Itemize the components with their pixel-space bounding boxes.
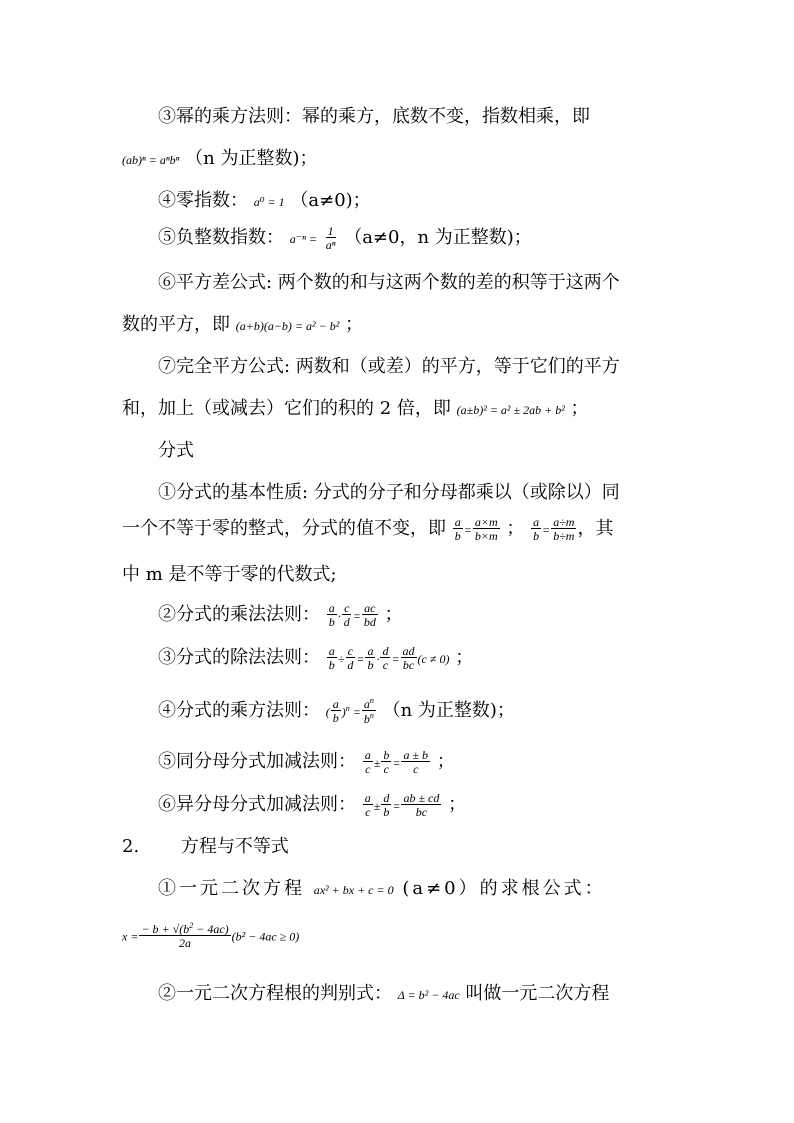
different-denominator-line: ⑥异分母分式加减法则： $\frac{a}{c}$ ± $\frac{d}{b}$ = $\frac{ab \pm cd}{bc}$ ；	[158, 791, 467, 819]
fraction-a-over-b: $\frac{a}{b}$	[454, 515, 461, 543]
difference-of-squares-formula: (a+b)(a−b) = a² − b²	[235, 319, 340, 333]
zero-exponent-label: ④零指数：	[158, 190, 248, 211]
punct: ；	[436, 751, 455, 772]
fraction-power-note: （n 为正整数)；	[382, 700, 515, 721]
section-2-heading	[122, 838, 794, 856]
fraction-divide-label: ③分式的除法法则：	[158, 647, 320, 668]
punct: ；	[448, 794, 467, 815]
fraction-property-end-line	[122, 566, 794, 584]
negative-exponent-label: ⑤负整数指数：	[158, 227, 284, 248]
discriminant-label: ②一元二次方程根的判别式：	[158, 983, 392, 1004]
punct: ；	[506, 518, 525, 539]
fraction-denominator: aⁿ	[325, 238, 336, 252]
negative-exponent-lhs: a⁻ⁿ =	[289, 232, 317, 246]
quadratic-equation-line	[158, 880, 794, 898]
fraction-property-text: ①分式的基本性质: 分式的分子和分母都乘以（或除以）同	[158, 482, 620, 503]
punct: ；	[384, 604, 403, 625]
fraction-am-over-bm: $\frac{a\times m}{b\times m}$	[474, 515, 498, 543]
zero-exponent-note: （a≠0)；	[290, 190, 371, 211]
difference-of-squares-line	[158, 274, 672, 292]
quadratic-formula: ax² + bx + c = 0	[313, 883, 394, 897]
difference-of-squares-formula-line	[122, 316, 794, 334]
punct: ；	[345, 314, 364, 335]
punct: ；	[455, 647, 474, 668]
zero-exponent-formula: a⁰ = 1	[253, 195, 285, 209]
negative-exponent-fraction	[324, 225, 338, 251]
negative-exponent-note: （a≠0，n 为正整数)；	[344, 227, 532, 248]
fraction-property-tail: ，其	[577, 518, 614, 539]
zero-exponent-line	[158, 192, 794, 210]
power-rule-formula-line	[122, 150, 794, 168]
same-denominator-line: ⑤同分母分式加减法则： $\frac{a}{c}$ ± $\frac{b}{c}$ = $\frac{a \pm b}{c}$ ；	[158, 748, 455, 776]
fraction-multiply-line: ②分式的乘法法则： $\frac{a}{b}$ · $\frac{c}{d}$ = $\frac{ac}{bd}$ ；	[158, 601, 403, 629]
fraction-power-line: ④分式的乘方法则： ( $\frac{a}{b}$ )$^n$ = $\frac{a^n}{b^n}$ （n 为正整数)；	[158, 696, 515, 726]
perfect-square-formula-line	[122, 400, 794, 418]
discriminant-line	[158, 985, 794, 1003]
discriminant-formula: Δ = b² − 4ac	[397, 988, 460, 1002]
perfect-square-lead: 和，加上（或减去）它们的积的 2 倍，即	[122, 398, 451, 419]
power-rule-note: （n 为正整数)；	[185, 148, 318, 169]
quadratic-note: (a≠0）的求根公式：	[402, 878, 606, 899]
root-formula-fraction: $\frac{- b + √(b^2 - 4ac)}{2a}$	[141, 921, 229, 950]
discriminant-note: 叫做一元二次方程	[465, 983, 610, 1004]
root-formula-line: x = $\frac{- b + √(b^2 - 4ac)}{2a}$ (b² − 4ac ≥ 0)	[122, 921, 300, 950]
perfect-square-line	[158, 358, 794, 376]
quadratic-label: ①一元二次方程	[158, 878, 305, 899]
fraction-property-end: 中 m 是不等于零的代数式;	[122, 564, 337, 585]
same-denominator-label: ⑤同分母分式加减法则：	[158, 751, 356, 772]
fraction-property-lead: 一个不等于零的整式，分式的值不变，即	[122, 518, 446, 539]
fraction-a-over-b-2: $\frac{a}{b}$	[533, 515, 540, 543]
punct: ；	[570, 398, 589, 419]
section-title: 方程与不等式	[180, 836, 289, 857]
fraction-property-line	[158, 484, 794, 502]
power-rule-line	[158, 108, 794, 126]
fraction-a-div-m-over-b-div-m: $\frac{a\div m}{b\div m}$	[553, 515, 575, 543]
root-formula-condition: (b² − 4ac ≥ 0)	[231, 929, 300, 944]
different-denominator-label: ⑥异分母分式加减法则：	[158, 794, 356, 815]
fraction-property-formula-line: 一个不等于零的整式，分式的值不变，即 $\frac{a}{b}$ = $\frac{a\times m}{b\times m}$ ； $\frac{a}{b}$ = $\frac{a\div m}{b\div m}$ ，其	[122, 515, 614, 543]
power-product-formula: (ab)ⁿ = aⁿbⁿ	[122, 153, 180, 167]
section-number: 2.	[122, 836, 140, 857]
difference-of-squares-text: ⑥平方差公式: 两个数的和与这两个数的差的积等于这两个	[158, 272, 620, 293]
negative-exponent-line	[158, 225, 794, 251]
section-title: 分式	[158, 440, 194, 461]
fraction-divide-line: ③分式的除法法则： $\frac{a}{b}$ ÷ $\frac{c}{d}$ = $\frac{a}{b}$ · $\frac{d}{c}$ = $\frac{ad}{bc}$ (c ≠ 0) ；	[158, 644, 474, 672]
perfect-square-text: ⑦完全平方公式: 两数和（或差）的平方，等于它们的平方	[158, 356, 620, 377]
section-fractions-heading	[158, 442, 794, 460]
fraction-numerator: 1	[327, 224, 334, 238]
perfect-square-formula: (a±b)² = a² ± 2ab + b²	[456, 403, 565, 417]
difference-of-squares-lead: 数的平方，即	[122, 314, 230, 335]
fraction-multiply-label: ②分式的乘法法则：	[158, 604, 320, 625]
fraction-power-label: ④分式的乘方法则：	[158, 700, 320, 721]
power-rule-text: ③幂的乘方法则：幂的乘方，底数不变，指数相乘，即	[158, 106, 590, 127]
